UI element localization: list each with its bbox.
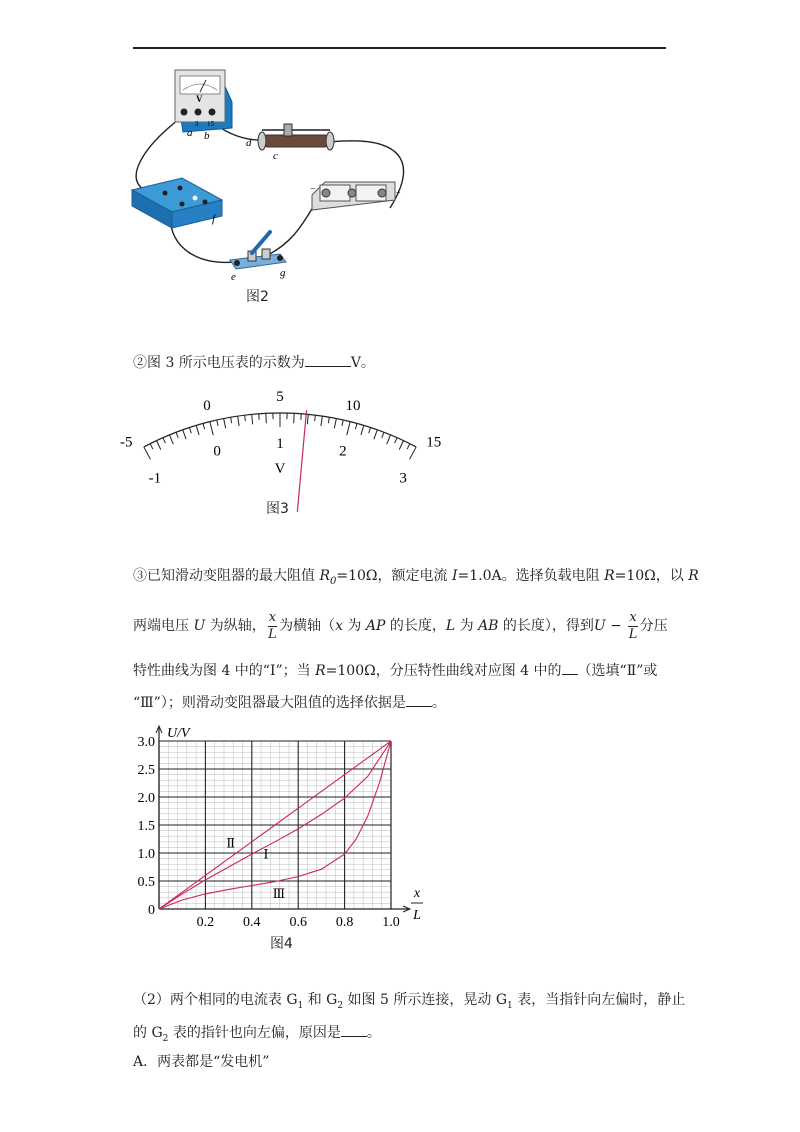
dial-tick — [374, 430, 377, 439]
dial-tick — [361, 425, 364, 435]
dial-tick — [203, 423, 205, 429]
dial-tick — [224, 419, 226, 429]
y-tick-label: 1.0 — [137, 847, 155, 862]
outer-tick-label-5: 5 — [276, 389, 284, 405]
frac-den: L — [268, 626, 277, 642]
q3-text: 的长度），得到 — [498, 618, 594, 634]
q3-text: 为 — [342, 618, 366, 634]
dial-tick — [144, 447, 151, 459]
q3-text: − — [605, 618, 627, 634]
dial-tick — [157, 441, 161, 450]
y-tick-labels — [138, 735, 156, 918]
series-label-II: Ⅱ — [226, 835, 236, 851]
dial-tick — [410, 447, 417, 459]
switch-e-label: e — [231, 271, 236, 283]
fraction-x-over-L-2 — [628, 610, 637, 643]
option-a: A．两表都是“发电机” — [133, 1054, 270, 1070]
y-axis-label: U/V — [167, 726, 190, 741]
load-plus-label: + — [396, 188, 401, 197]
x-tick-label: 0.6 — [289, 915, 307, 930]
dial-tick — [210, 422, 213, 436]
dial-tick — [387, 435, 391, 444]
q3-text: 。 — [431, 695, 446, 711]
frac-den: L — [628, 626, 638, 642]
question-2b-line-2 — [133, 1022, 381, 1049]
figure-3-dial — [119, 378, 442, 500]
q3-var: U — [593, 618, 606, 634]
q4-text: 的 G — [133, 1025, 163, 1041]
dial-tick — [369, 428, 371, 434]
dial-tick — [238, 416, 239, 426]
y-tick-label: 2.0 — [137, 791, 155, 806]
outer-tick-label--5: -5 — [119, 434, 133, 451]
figure-4-caption: 图4 — [270, 936, 293, 952]
header-rule — [133, 47, 666, 49]
dial-needle — [297, 410, 306, 512]
terminal-a-label: a — [187, 127, 193, 139]
q3-var: AB — [478, 618, 499, 634]
q3-text: ③已知滑动变阻器的最大阻值 — [133, 568, 320, 584]
q3-var: R — [688, 568, 699, 584]
q3-text: =10Ω，以 — [614, 568, 689, 584]
q3-var: R — [319, 568, 330, 584]
frac-num: x — [268, 609, 277, 625]
dial-tick — [307, 414, 308, 424]
terminal-b-label: b — [204, 130, 210, 142]
terminal-3-label: 3 — [195, 120, 199, 128]
inner-tick-label-2: 2 — [339, 443, 347, 460]
q3-text: 特性曲线为图 4 中的“Ⅰ”；当 — [133, 663, 316, 679]
q4-text: 。 — [366, 1025, 381, 1041]
answer-blank-2 — [562, 660, 578, 675]
y-tick-label: 1.5 — [137, 819, 155, 834]
q3-text: 为 — [455, 618, 479, 634]
q3-var: x — [335, 618, 343, 634]
q3-var: R — [315, 663, 326, 679]
battery-f-label: f — [212, 213, 216, 225]
dial-unit-label: V — [274, 461, 286, 477]
question-3-line-1 — [133, 566, 699, 592]
x-tick-label: 0.8 — [335, 915, 354, 930]
outer-tick-label-15: 15 — [426, 434, 442, 451]
q3-text: 分压 — [639, 618, 668, 634]
x-axis-label-denominator: L — [413, 908, 421, 923]
dial-tick — [189, 428, 191, 434]
q4-sub: 2 — [337, 1000, 344, 1011]
y-tick-label: 0.5 — [137, 875, 155, 890]
q4-text: 和 G — [303, 992, 338, 1008]
dial-tick — [176, 432, 178, 438]
dial-tick — [196, 425, 199, 435]
y-tick-label: 3.0 — [137, 735, 155, 750]
figure-3-caption: 图3 — [266, 501, 289, 517]
inner-tick-label--1: -1 — [148, 470, 162, 487]
load-minus-label: − — [310, 184, 316, 195]
dial-tick — [382, 432, 384, 438]
outer-tick-label-10: 10 — [345, 397, 361, 414]
q4-sub: 2 — [162, 1033, 169, 1044]
y-tick-label: 0 — [148, 903, 155, 918]
question-2 — [133, 352, 375, 373]
dial-tick — [252, 414, 253, 424]
question-2b-line-1 — [133, 990, 685, 1016]
x-axis-label-numerator: x — [413, 886, 421, 901]
q3-var: L — [445, 618, 456, 634]
dial-tick — [407, 444, 410, 449]
wire-a-f — [136, 120, 178, 190]
dial-tick — [315, 415, 316, 421]
switch — [230, 232, 286, 283]
switch-g-label: g — [280, 267, 286, 279]
outer-tick-label-0: 0 — [203, 397, 211, 414]
dial-tick — [347, 422, 350, 436]
dial-tick — [355, 423, 357, 429]
fraction-x-over-L — [268, 610, 277, 643]
rheostat — [246, 124, 334, 162]
terminal-15-label: 15 — [207, 120, 214, 128]
dial-tick — [183, 430, 186, 439]
q3-text: 的长度， — [385, 618, 446, 634]
dial-tick — [399, 441, 403, 450]
q3-text: =10Ω，额定电流 — [336, 568, 452, 584]
dial-tick — [217, 420, 218, 426]
battery-box — [132, 178, 222, 228]
load-resistor — [310, 182, 401, 210]
frac-num: x — [629, 609, 637, 625]
x-tick-label: 0.2 — [196, 915, 215, 930]
dial-tick — [245, 415, 246, 421]
y-tick-label: 2.5 — [137, 763, 155, 778]
q3-var: R — [604, 568, 615, 584]
series-label-I: Ⅰ — [263, 846, 269, 862]
q3-text: （选填“Ⅱ”或 — [577, 663, 658, 679]
dial-tick — [321, 416, 322, 426]
x-tick-label: 0.4 — [243, 915, 261, 930]
answer-blank-3 — [406, 692, 432, 707]
q3-sub: 0 — [330, 575, 337, 587]
meter-v-label: V — [196, 94, 203, 104]
figure-2-circuit — [120, 60, 420, 285]
inner-tick-label-0: 0 — [213, 443, 221, 460]
q4-text: 表的指针也向左偏，原因是 — [168, 1025, 341, 1041]
voltmeter — [175, 70, 232, 142]
dial-tick — [163, 438, 165, 443]
dial-tick — [328, 417, 329, 423]
figure-2-caption: 图2 — [246, 289, 269, 305]
inner-tick-label-1: 1 — [276, 436, 284, 452]
question-3-line-4 — [133, 692, 446, 713]
q3-text: 为纵轴， — [205, 618, 266, 634]
dial-tick — [169, 435, 173, 444]
q3-text: 为横轴（ — [279, 618, 336, 634]
q3-text: =100Ω，分压特性曲线对应图 4 中的 — [325, 663, 562, 679]
figure-4-chart — [125, 715, 435, 935]
dial-tick — [395, 438, 397, 443]
dial-tick — [342, 420, 343, 426]
q4-sub: 1 — [507, 1000, 513, 1011]
rheostat-d-label: d — [246, 137, 252, 149]
inner-tick-label-3: 3 — [399, 470, 407, 487]
q4-text: 如图 5 所示连接，晃动 G — [343, 992, 508, 1008]
dial-tick — [231, 417, 232, 423]
q3-var: I — [451, 568, 458, 584]
q4-sub: 1 — [297, 1000, 304, 1011]
q3-var: U — [193, 618, 206, 634]
q3-var: AP — [365, 618, 386, 634]
question-2-unit: V。 — [350, 355, 375, 371]
wire-minus-g — [262, 195, 320, 258]
x-tick-label: 1.0 — [382, 915, 400, 930]
dial-tick — [150, 444, 153, 449]
rheostat-c-label: c — [273, 150, 278, 162]
question-3-line-2 — [133, 608, 668, 644]
q3-text: =1.0A。选择负载电阻 — [457, 568, 605, 584]
question-2-text: ②图 3 所示电压表的示数为 — [133, 355, 305, 371]
q4-text: （2）两个相同的电流表 G — [133, 992, 298, 1008]
q3-text: 两端电压 — [133, 618, 194, 634]
answer-blank-1 — [305, 352, 351, 367]
question-3-line-3 — [133, 660, 657, 681]
dial-tick — [334, 419, 336, 429]
q4-text: 表，当指针向左偏时，静止 — [512, 992, 686, 1008]
q3-text: “Ⅲ”）；则滑动变阻器最大阻值的选择依据是 — [133, 695, 406, 711]
series-label-III: Ⅲ — [272, 885, 286, 901]
x-tick-labels — [197, 915, 400, 930]
answer-blank-4 — [341, 1022, 367, 1037]
